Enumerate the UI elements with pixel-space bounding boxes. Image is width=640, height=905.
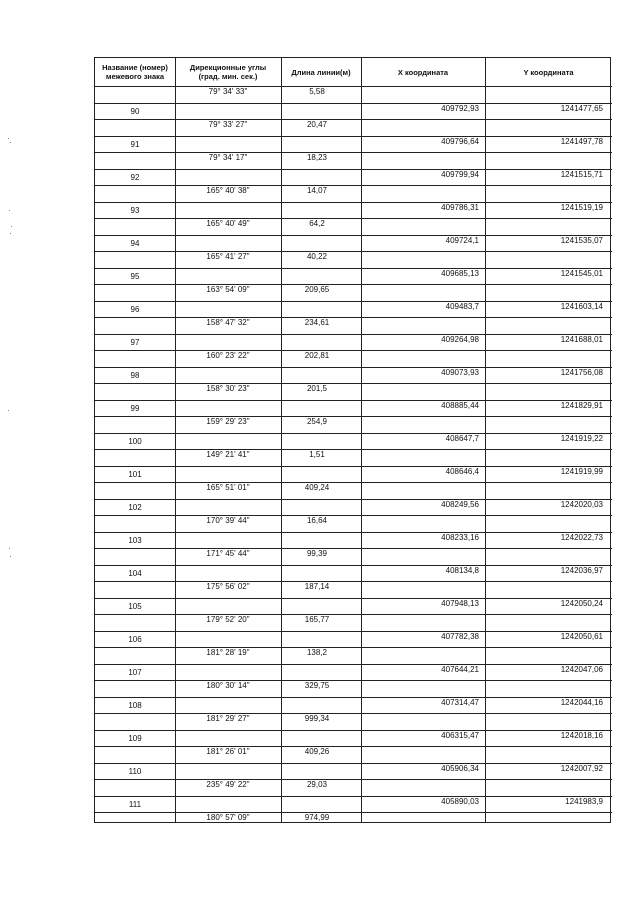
point-y: 1242050,61 [560, 631, 603, 641]
column-rule [281, 58, 282, 822]
point-x: 409483,7 [445, 301, 479, 311]
segment-length: 329,75 [304, 681, 330, 690]
header-name: Название (номер) межевого знака [102, 63, 168, 81]
header-y: Y координата [523, 67, 574, 77]
point-name: 108 [128, 700, 142, 710]
segment-length: 20,47 [306, 120, 328, 129]
point-x: 409685,13 [441, 268, 479, 278]
scan-speck [8, 138, 9, 139]
point-y: 1241497,78 [560, 136, 603, 146]
header-length: Длина линии(м) [291, 67, 351, 77]
segment-angle: 180° 30' 14" [206, 681, 250, 690]
point-y: 1241919,99 [560, 466, 603, 476]
point-x: 409796,64 [441, 136, 479, 146]
segment-angle: 158° 30' 23" [206, 384, 250, 393]
segment-length: 999,34 [304, 714, 330, 723]
point-x: 408233,16 [441, 532, 479, 542]
point-name: 91 [130, 139, 140, 149]
point-x: 408249,56 [441, 499, 479, 509]
segment-length: 138,2 [306, 648, 328, 657]
point-x: 408134,8 [445, 565, 479, 575]
point-name: 92 [130, 172, 140, 182]
point-y: 1241756,08 [560, 367, 603, 377]
segment-angle: 79° 33' 27" [208, 120, 248, 129]
point-y: 1242036,97 [560, 565, 603, 575]
row-rule [95, 581, 612, 582]
point-x: 405906,34 [441, 763, 479, 773]
row-rule [95, 185, 612, 186]
segment-angle: 160° 23' 22" [206, 351, 250, 360]
point-name: 100 [128, 436, 142, 446]
point-x: 409724,1 [445, 235, 479, 245]
point-y: 1241477,65 [560, 103, 603, 113]
segment-angle: 165° 40' 49" [206, 219, 250, 228]
row-rule [95, 548, 612, 549]
point-x: 407644,21 [441, 664, 479, 674]
point-name: 104 [128, 568, 142, 578]
point-y: 1242007,92 [560, 763, 603, 773]
segment-length: 29,03 [306, 780, 328, 789]
point-name: 96 [130, 304, 140, 314]
segment-angle: 159° 29' 23" [206, 417, 250, 426]
segment-length: 201,5 [306, 384, 328, 393]
row-rule [95, 680, 612, 681]
row-rule [95, 350, 612, 351]
segment-angle: 165° 51' 01" [206, 483, 250, 492]
point-y: 1241688,01 [560, 334, 603, 344]
point-x: 409073,93 [441, 367, 479, 377]
header-angle: Дирекционные углы (град. мин. сек.) [189, 63, 267, 81]
point-y: 1242047,06 [560, 664, 603, 674]
point-name: 93 [130, 205, 140, 215]
segment-angle: 79° 34' 17" [208, 153, 248, 162]
point-name: 90 [130, 106, 140, 116]
point-y: 1241519,19 [560, 202, 603, 212]
row-rule [95, 383, 612, 384]
scan-speck [9, 210, 10, 211]
segment-length: 14,07 [306, 186, 328, 195]
point-y: 1242020,03 [560, 499, 603, 509]
row-rule [95, 614, 612, 615]
segment-angle: 175° 56' 02" [206, 582, 250, 591]
segment-angle: 181° 29' 27" [206, 714, 250, 723]
column-rule [175, 58, 176, 822]
segment-length: 409,26 [304, 747, 330, 756]
point-name: 106 [128, 634, 142, 644]
row-rule [95, 779, 612, 780]
segment-length: 234,61 [304, 318, 330, 327]
segment-angle: 158° 47' 32" [206, 318, 250, 327]
row-rule [95, 812, 612, 813]
row-rule [95, 647, 612, 648]
row-rule [95, 713, 612, 714]
scan-speck [10, 556, 11, 557]
point-x: 405890,03 [441, 796, 479, 806]
segment-length: 1,51 [309, 450, 325, 459]
scan-speck [11, 226, 12, 227]
coordinates-table [94, 57, 611, 823]
point-name: 102 [128, 502, 142, 512]
row-rule [95, 482, 612, 483]
point-y: 1242050,24 [560, 598, 603, 608]
row-rule [95, 746, 612, 747]
segment-length: 974,99 [304, 813, 330, 822]
row-rule [95, 515, 612, 516]
point-y: 1241545,01 [560, 268, 603, 278]
point-name: 95 [130, 271, 140, 281]
point-x: 409786,31 [441, 202, 479, 212]
point-name: 94 [130, 238, 140, 248]
row-rule [95, 251, 612, 252]
row-rule [95, 317, 612, 318]
header-x: X координата [397, 67, 449, 77]
point-x: 406315,47 [441, 730, 479, 740]
point-name: 98 [130, 370, 140, 380]
point-x: 407314,47 [441, 697, 479, 707]
segment-length: 99,39 [306, 549, 328, 558]
segment-angle: 170° 39' 44" [206, 516, 250, 525]
scan-speck [8, 410, 9, 411]
point-name: 99 [130, 403, 140, 413]
segment-angle: 149° 21' 41" [206, 450, 250, 459]
segment-angle: 165° 41' 27" [206, 252, 250, 261]
point-x: 408885,44 [441, 400, 479, 410]
segment-angle: 163° 54' 09" [206, 285, 250, 294]
point-x: 408647,7 [445, 433, 479, 443]
point-x: 408646,4 [445, 466, 479, 476]
point-name: 103 [128, 535, 142, 545]
row-rule [95, 449, 612, 450]
row-rule [95, 218, 612, 219]
segment-angle: 79° 34' 33" [208, 87, 248, 96]
segment-length: 409,24 [304, 483, 330, 492]
segment-angle: 235° 49' 22" [206, 780, 250, 789]
point-y: 1241829,91 [560, 400, 603, 410]
segment-length: 40,22 [306, 252, 328, 261]
point-name: 111 [128, 799, 142, 809]
point-name: 105 [128, 601, 142, 611]
point-y: 1241603,14 [560, 301, 603, 311]
point-y: 1242044,16 [560, 697, 603, 707]
row-rule [95, 284, 612, 285]
segment-length: 16,64 [306, 516, 328, 525]
segment-length: 202,81 [304, 351, 330, 360]
segment-length: 209,65 [304, 285, 330, 294]
point-y: 1241535,07 [560, 235, 603, 245]
point-x: 409799,94 [441, 169, 479, 179]
point-y: 1241983,9 [565, 796, 603, 806]
point-x: 409264,98 [441, 334, 479, 344]
point-name: 101 [128, 469, 142, 479]
scan-speck [10, 142, 11, 143]
segment-angle: 181° 28' 19" [206, 648, 250, 657]
scan-speck [10, 233, 11, 234]
point-name: 107 [128, 667, 142, 677]
point-x: 409792,93 [441, 103, 479, 113]
point-name: 109 [128, 733, 142, 743]
segment-angle: 180° 57' 09" [206, 813, 250, 822]
point-y: 1241919,22 [560, 433, 603, 443]
point-y: 1241515,71 [560, 169, 603, 179]
point-y: 1242018,16 [560, 730, 603, 740]
point-x: 407782,38 [441, 631, 479, 641]
point-name: 97 [130, 337, 140, 347]
segment-length: 165,77 [304, 615, 330, 624]
segment-angle: 171° 45' 44" [206, 549, 250, 558]
point-x: 407948,13 [441, 598, 479, 608]
point-y: 1242022,73 [560, 532, 603, 542]
segment-length: 64,2 [309, 219, 325, 228]
point-name: 110 [128, 766, 142, 776]
segment-length: 187,14 [304, 582, 330, 591]
row-rule [95, 119, 612, 120]
segment-length: 5,58 [309, 87, 325, 96]
segment-length: 18,23 [306, 153, 328, 162]
row-rule [95, 152, 612, 153]
row-rule [95, 416, 612, 417]
segment-length: 254,9 [306, 417, 328, 426]
scan-speck [9, 548, 10, 549]
segment-angle: 165° 40' 38" [206, 186, 250, 195]
row-rule [95, 86, 612, 87]
segment-angle: 179° 52' 20" [206, 615, 250, 624]
segment-angle: 181° 26' 01" [206, 747, 250, 756]
